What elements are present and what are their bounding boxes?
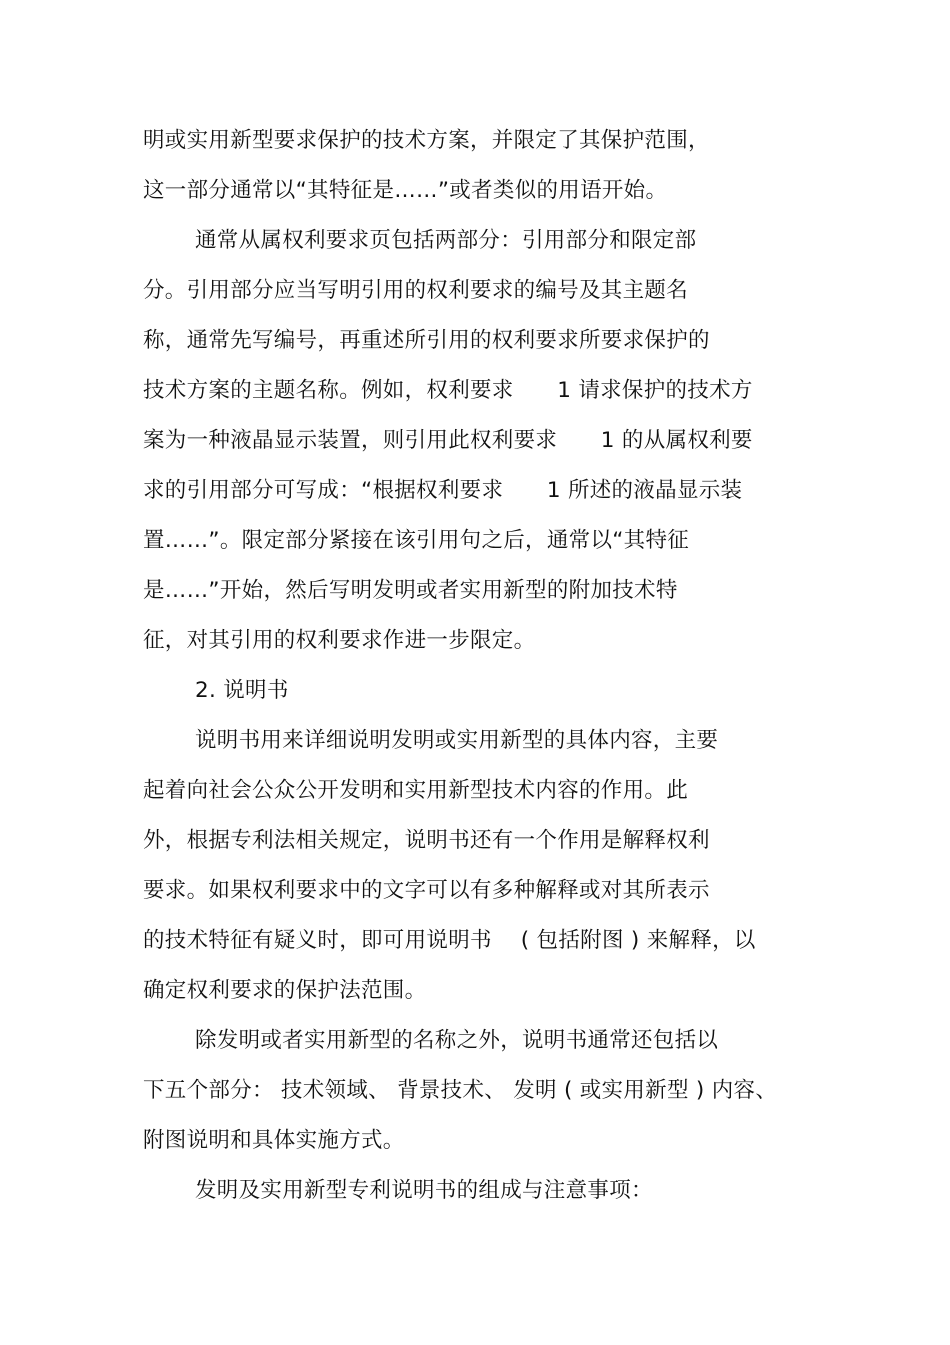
text-line-2: 这一部分通常以“其特征是……”或者类似的用语开始。: [143, 178, 668, 203]
text-line-8: 求的引用部分可写成：“根据权利要求 1 所述的液晶显示装: [143, 478, 743, 503]
text-line-16: 要求。如果权利要求中的文字可以有多种解释或对其所表示: [143, 878, 710, 903]
text-line-21: 附图说明和具体实施方式。: [143, 1128, 405, 1153]
text-line-14: 起着向社会公众公开发明和实用新型技术内容的作用。此: [143, 778, 689, 803]
text-line-6: 技术方案的主题名称。例如，权利要求 1 请求保护的技术方: [143, 378, 753, 403]
paragraph-start-five-parts: 除发明或者实用新型的名称之外，说明书通常还包括以: [195, 1028, 719, 1053]
text-line-7: 案为一种液晶显示装置，则引用此权利要求 1 的从属权利要: [143, 428, 753, 453]
paragraph-start-dependent-claims: 通常从属权利要求页包括两部分：引用部分和限定部: [195, 228, 697, 253]
text-line-9: 置……”。限定部分紧接在该引用句之后，通常以“其特征: [143, 528, 690, 553]
paragraph-start-composition: 发明及实用新型专利说明书的组成与注意事项：: [195, 1178, 653, 1203]
text-line-15: 外，根据专利法相关规定，说明书还有一个作用是解释权利: [143, 828, 710, 853]
text-line-11: 征，对其引用的权利要求作进一步限定。: [143, 628, 536, 653]
text-line-5: 称，通常先写编号，再重述所引用的权利要求所要求保护的: [143, 328, 710, 353]
text-line-1: 明或实用新型要求保护的技术方案，并限定了其保护范围，: [143, 128, 710, 153]
text-line-17: 的技术特征有疑义时，即可用说明书 ( 包括附图 ) 来解释，以: [143, 928, 756, 953]
paragraph-start-description: 说明书用来详细说明发明或实用新型的具体内容，主要: [195, 728, 719, 753]
text-line-10: 是……”开始，然后写明发明或者实用新型的附加技术特: [143, 578, 678, 603]
text-line-20: 下五个部分： 技术领域、 背景技术、 发明 ( 或实用新型 ) 内容、: [143, 1078, 778, 1103]
text-line-18: 确定权利要求的保护法范围。: [143, 978, 427, 1003]
section-heading-description: 2. 说明书: [195, 678, 289, 703]
text-line-4: 分。引用部分应当写明引用的权利要求的编号及其主题名: [143, 278, 689, 303]
